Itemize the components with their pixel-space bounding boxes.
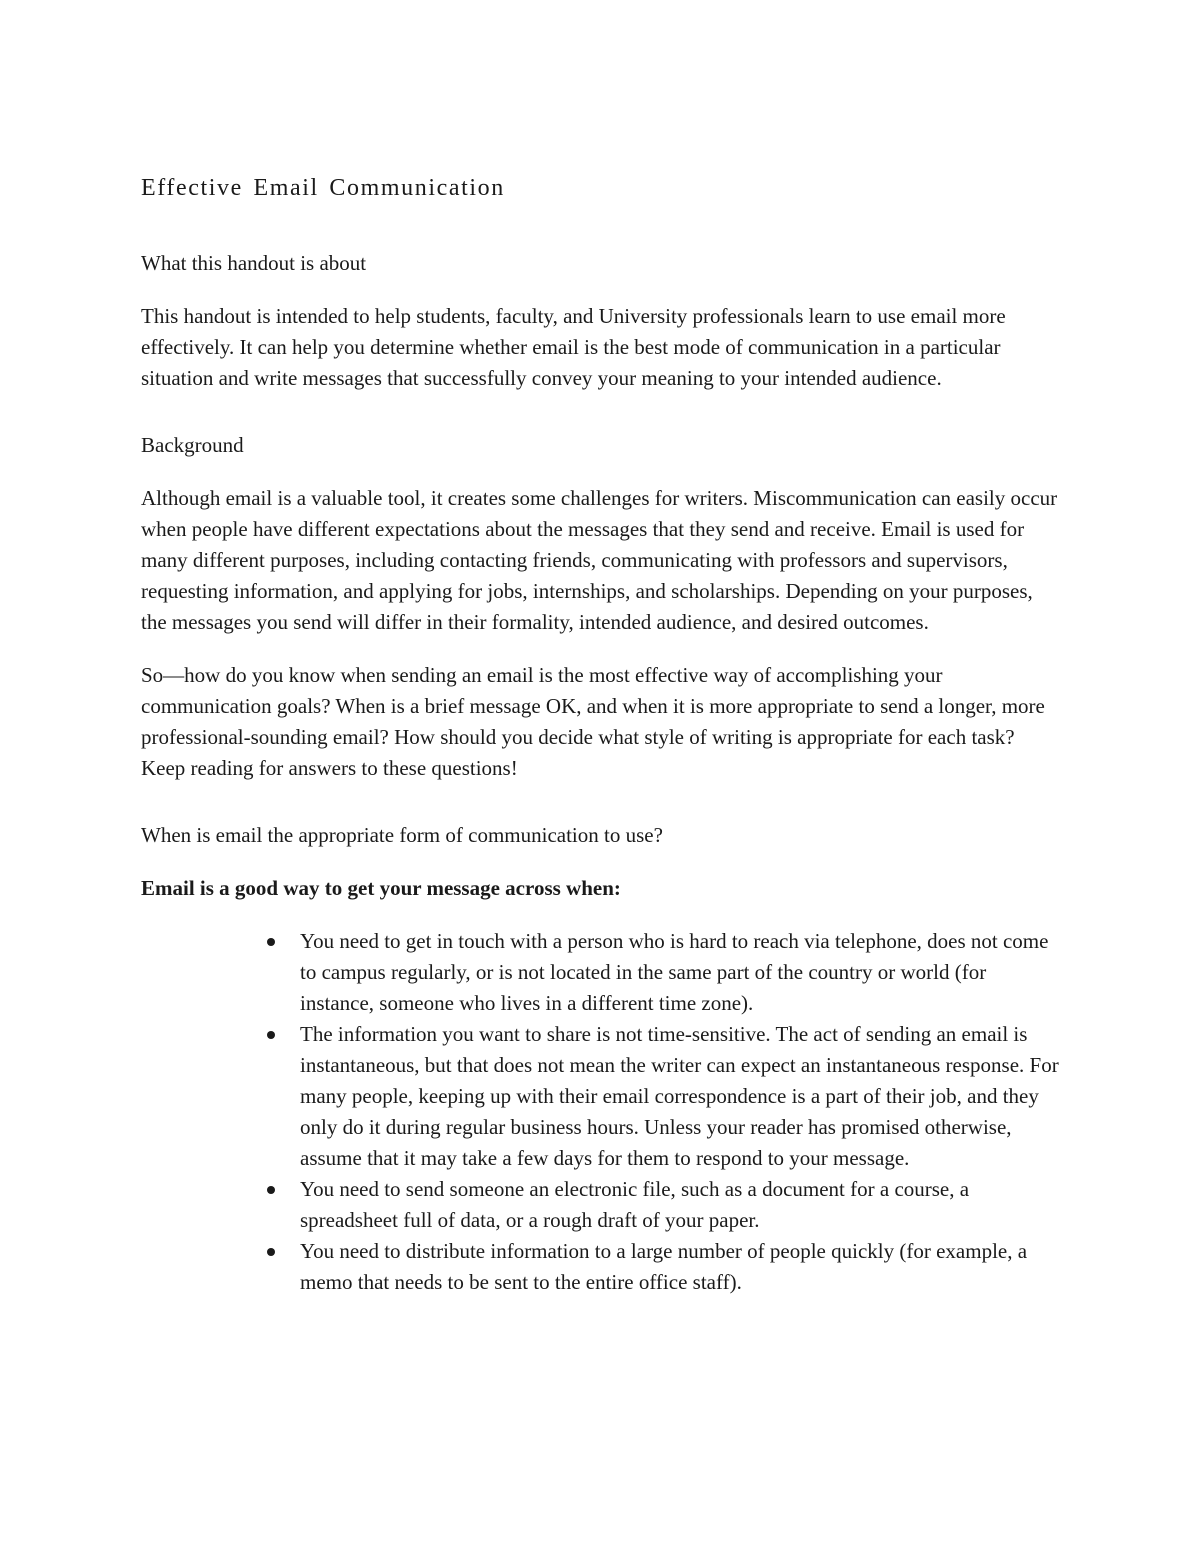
bullet-icon bbox=[267, 1031, 275, 1039]
list-item-text: You need to send someone an electronic file, such as a document for a course, a spreadsheet full of data, or a rough draft of your paper. bbox=[300, 1177, 970, 1232]
page-title: Effective Email Communication bbox=[141, 175, 505, 201]
list-item bbox=[300, 1174, 1060, 1236]
document-body bbox=[141, 168, 1061, 1298]
section-heading-background: Background bbox=[141, 433, 244, 457]
bold-lead-text: Email is a good way to get your message across when: bbox=[141, 876, 621, 900]
list-item-text: You need to distribute information to a large number of people quickly (for example, a memo that needs to be sent to the entire office staff). bbox=[300, 1239, 1028, 1294]
list-item bbox=[300, 926, 1060, 1019]
bullet-icon bbox=[267, 1186, 275, 1194]
bullet-list bbox=[141, 926, 1060, 1298]
list-item-text: The information you want to share is not time-sensitive. The act of sending an email is instantaneous, but that does not mean the writer can expect an instantaneous response. For many people, keeping up with their email correspondence is a part of their job, and they only do it during regular business hours. Unless your reader has promised otherwise, assume that it may take a few days for them to respond to your message. bbox=[300, 1022, 1059, 1170]
list-item bbox=[300, 1019, 1060, 1174]
section-heading-about: What this handout is about bbox=[141, 251, 367, 275]
paragraph-background-2: So—how do you know when sending an email is the most effective way of accomplishing your communication goals? When is a brief message OK, and when it is more appropriate to send a longer, more professional-sounding email? How should you decide what style of writing is appropriate for each task? Keep reading for answers to these questions! bbox=[141, 663, 1045, 780]
paragraph-background-1: Although email is a valuable tool, it creates some challenges for writers. Miscommunication can easily occur when people have different expectations about the messages that they send and receive. Email is used for many different purposes, including contacting friends, communicating with professors and supervisors, requesting information, and applying for jobs, internships, and scholarships. Depending on your purposes, the messages you send will differ in their formality, intended audience, and desired outcomes. bbox=[141, 486, 1058, 634]
list-item-text: You need to get in touch with a person who is hard to reach via telephone, does not come to campus regularly, or is not located in the same part of the country or world (for instance, someone who lives in a different time zone). bbox=[300, 929, 1049, 1015]
paragraph-about: This handout is intended to help students, faculty, and University professionals learn to use email more effectively. It can help you determine whether email is the best mode of communication in a particular situation and write messages that successfully convey your meaning to your intended audience. bbox=[141, 304, 1006, 390]
bullet-icon bbox=[267, 1248, 275, 1256]
section-heading-when: When is email the appropriate form of communication to use? bbox=[141, 823, 663, 847]
list-item bbox=[300, 1236, 1060, 1298]
bullet-icon bbox=[267, 938, 275, 946]
